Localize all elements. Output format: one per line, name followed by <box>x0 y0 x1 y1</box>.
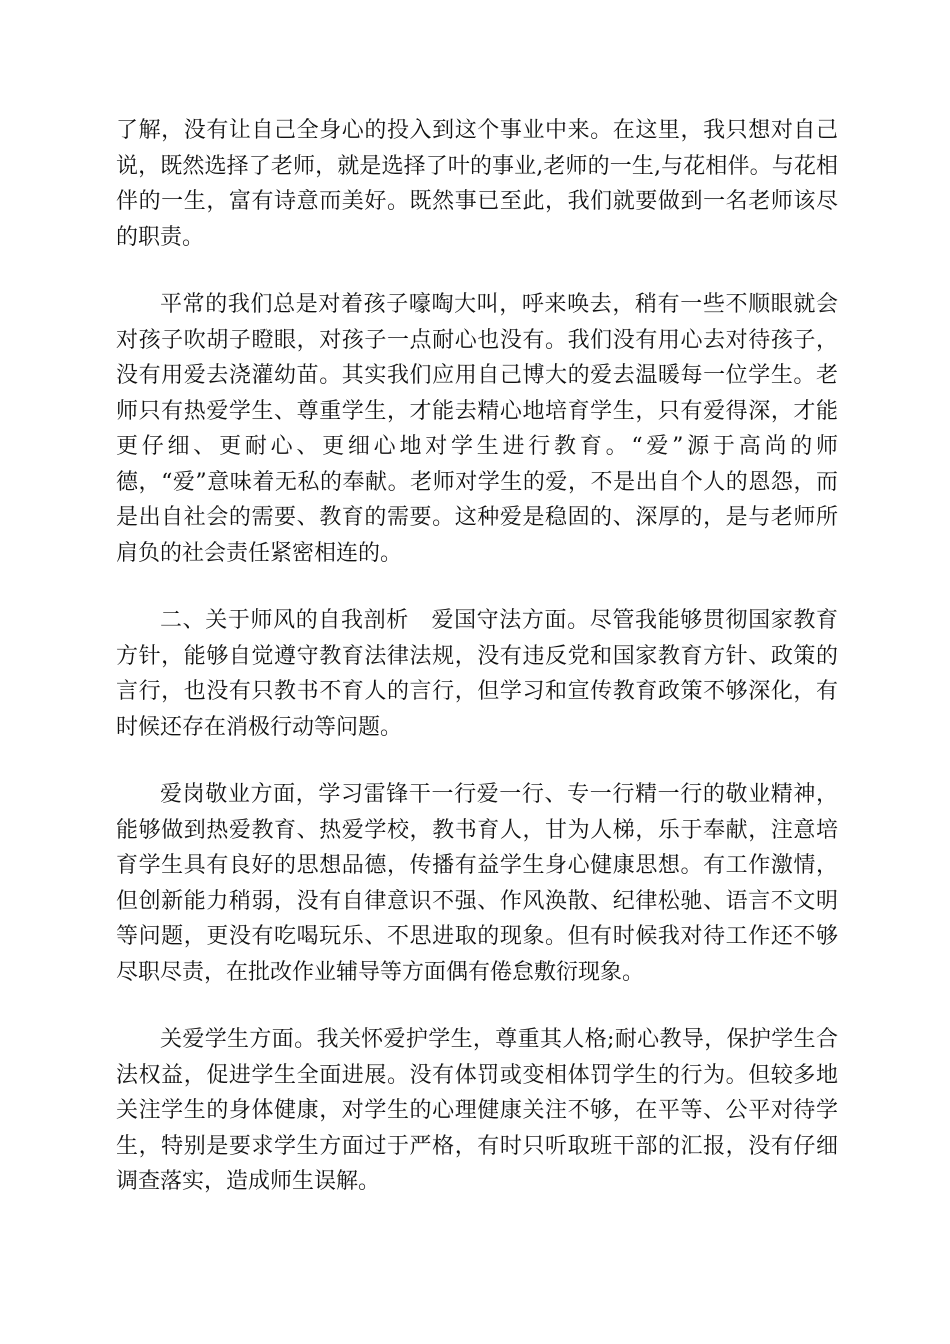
paragraph-continued: 了解，没有让自己全身心的投入到这个事业中来。在这里，我只想对自己说，既然选择了老师，就是选择了叶的事业,老师的一生,与花相伴。与花相伴的一生，富有诗意而美好。既然事已至此，我们就要做到一名老师该尽的职责。 <box>116 118 838 250</box>
paragraph-caring-for-students: 关爱学生方面。我关怀爱护学生，尊重其人格;耐心教导，保护学生合法权益，促进学生全面进展。没有体罚或变相体罚学生的行为。但较多地关注学生的身体健康，对学生的心理健康关注不够，在平等、公平对待学生，特别是要求学生方面过于严格，有时只听取班干部的汇报，没有仔细调查落实，造成师生误解。 <box>116 1027 838 1194</box>
paragraph-self-analysis-patriotism: 二、关于师风的自我剖析 爱国守法方面。尽管我能够贯彻国家教育方针，能够自觉遵守教育法律法规，没有违反党和国家教育方针、政策的言行，也没有只教书不育人的言行，但学习和宣传教育政策不够深化，有时候还存在消极行动等问题。 <box>116 608 838 740</box>
paragraph-love-for-children: 平常的我们总是对着孩子嚎啕大叫，呼来唤去，稍有一些不顺眼就会对孩子吹胡子瞪眼，对孩子一点耐心也没有。我们没有用心去对待孩子，没有用爱去浇灌幼苗。其实我们应用自己博大的爱去温暖每一位学生。老师只有热爱学生、尊重学生，才能去精心地培育学生，只有爱得深，才能更仔细、更耐心、更细心地对学生进行教育。“爱”源于高尚的师德，“爱”意味着无私的奉献。老师对学生的爱，不是出自个人的恩怨，而是出自社会的需要、教育的需要。这种爱是稳固的、深厚的，是与老师所肩负的社会责任紧密相连的。 <box>116 292 838 566</box>
document-body <box>116 113 838 1232</box>
paragraph-dedication-to-work: 爱岗敬业方面，学习雷锋干一行爱一行、专一行精一行的敬业精神，能够做到热爱教育、热爱学校，教书育人，甘为人梯，乐于奉献，注意培育学生具有良好的思想品德，传播有益学生身心健康思想。有工作激情，但创新能力稍弱，没有自律意识不强、作风涣散、纪律松驰、语言不文明等问题，更没有吃喝玩乐、不思进取的现象。但有时候我对待工作还不够尽职尽责，在批改作业辅导等方面偶有倦怠敷衍现象。 <box>116 782 838 985</box>
